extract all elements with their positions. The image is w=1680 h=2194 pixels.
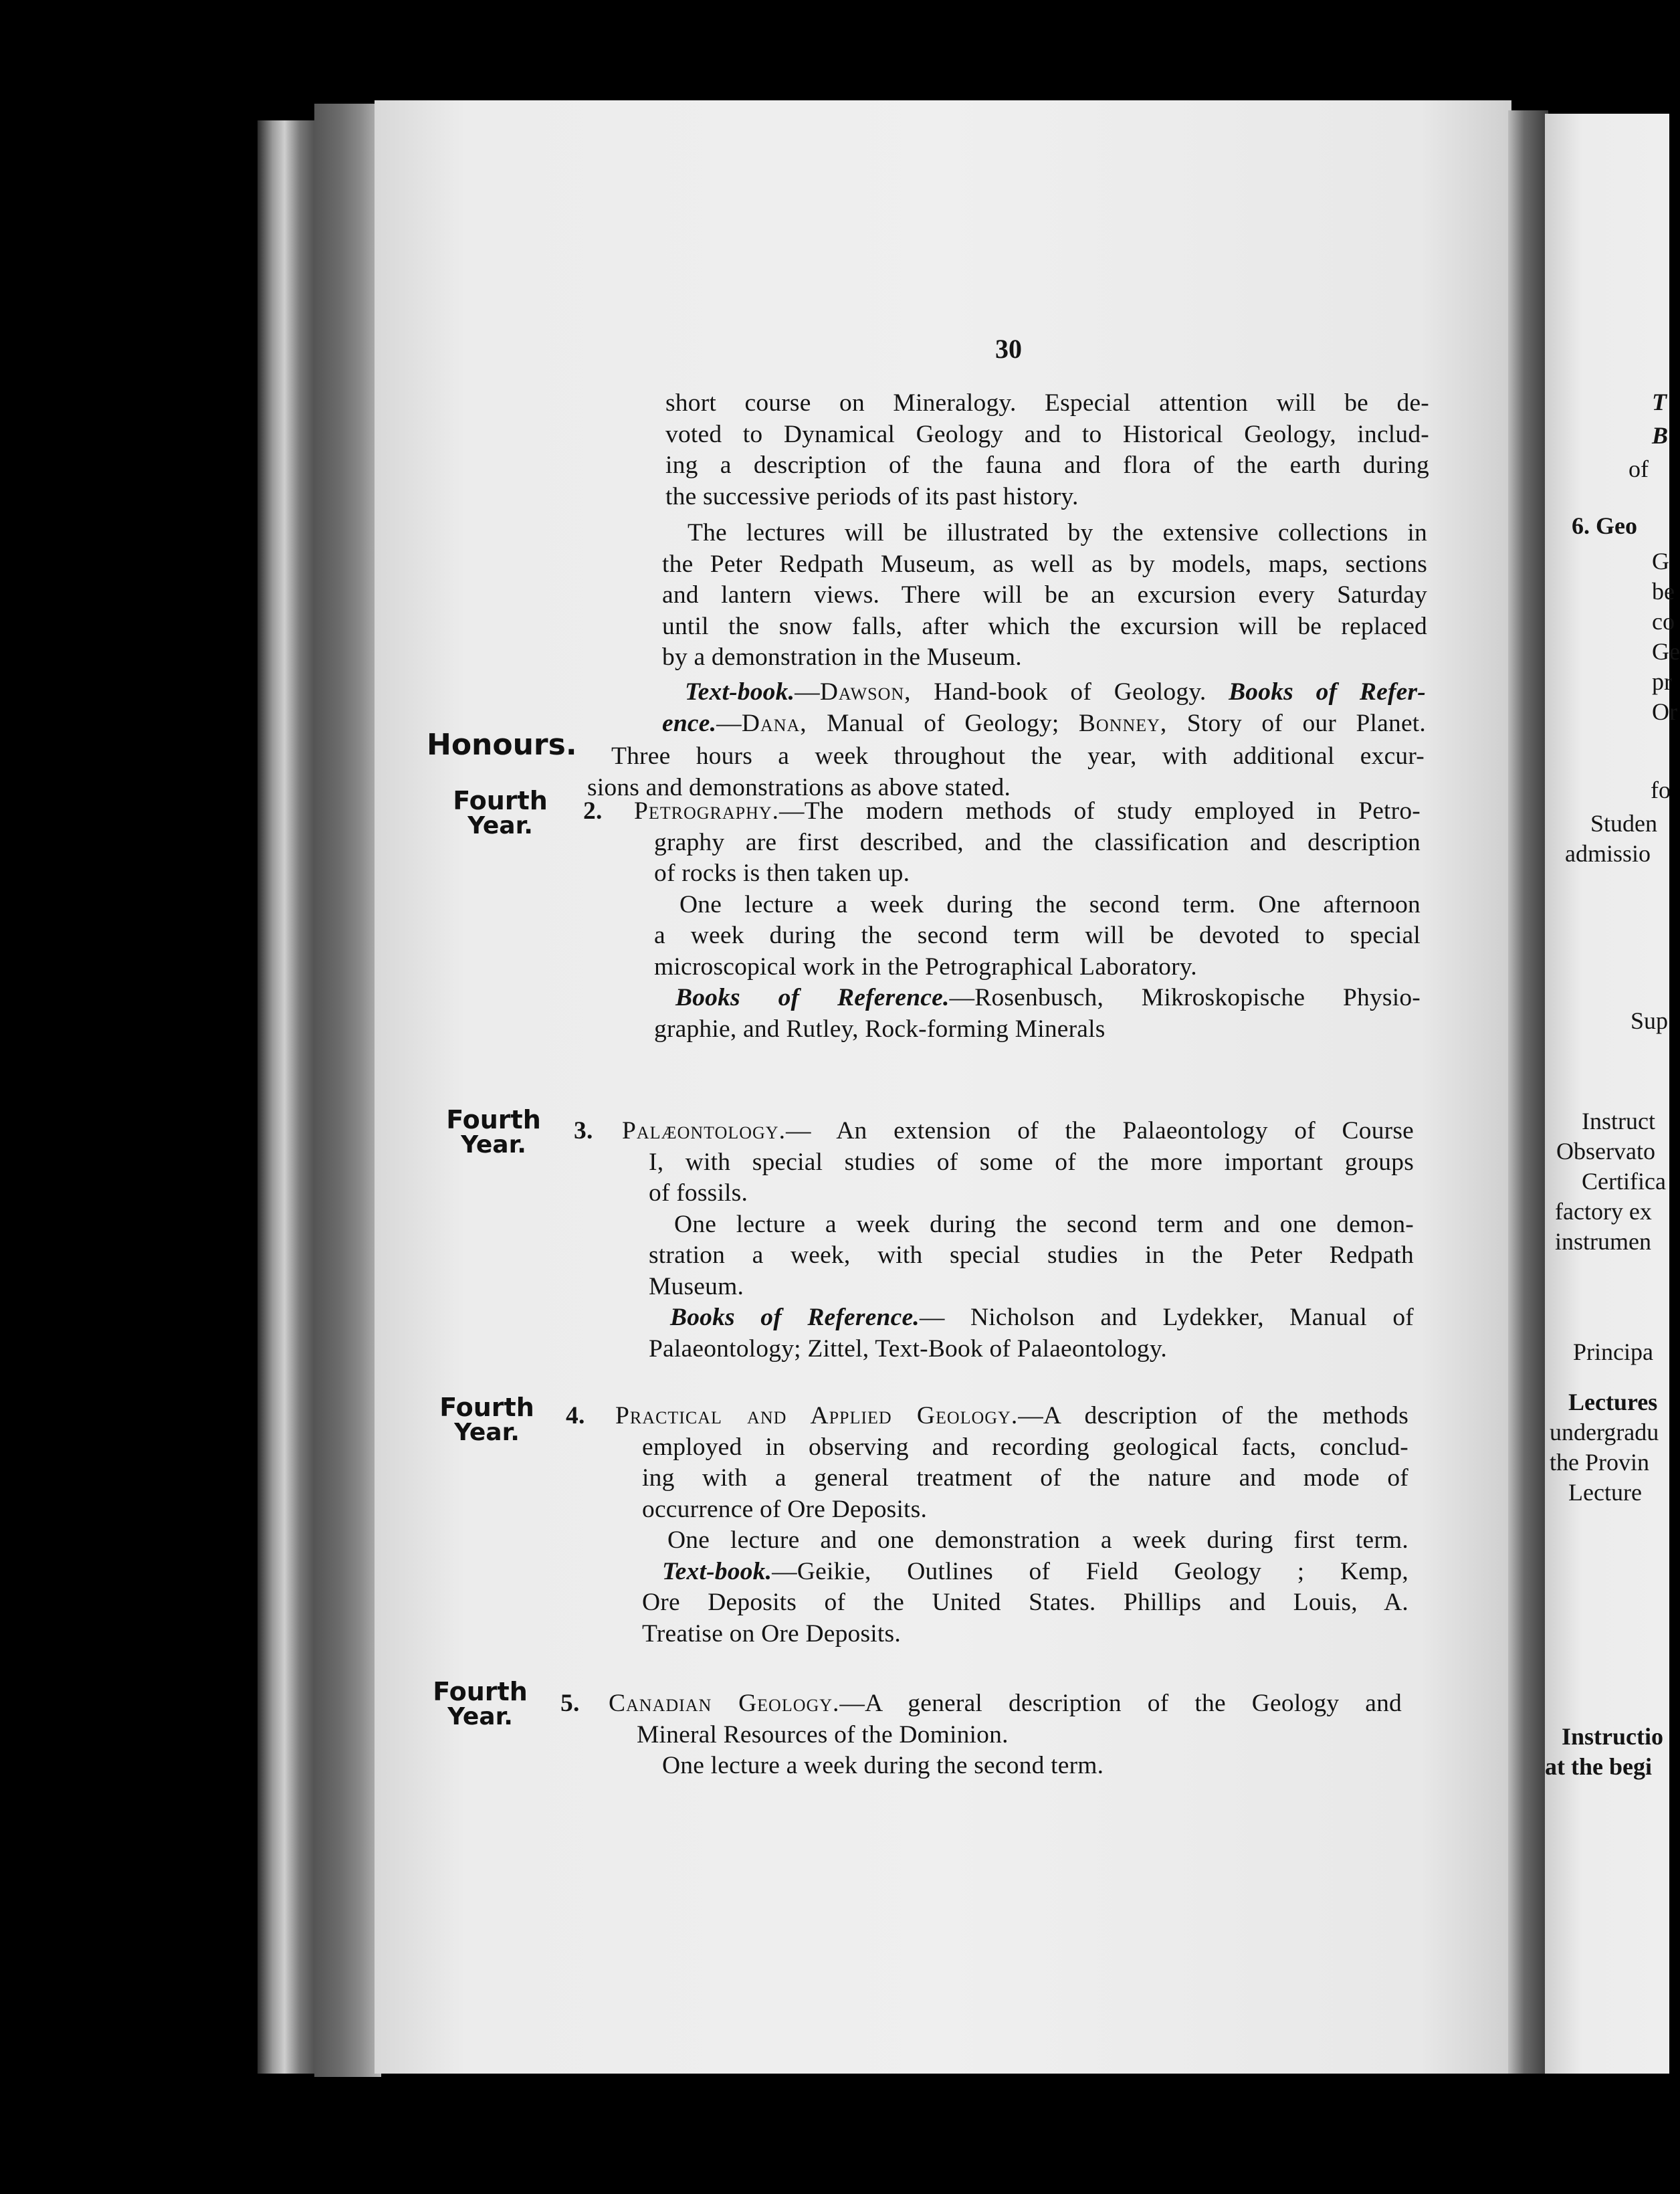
page-edge [314,104,381,2077]
right-page-line: fo [1651,777,1671,803]
text-line: One lecture and one demonstration a week during first term. [667,1526,1408,1554]
paragraph [665,388,1429,512]
text-line: One lecture a week during the second term. [662,1752,1104,1779]
course-section [560,1688,1402,1782]
right-page-line: Ge [1652,638,1680,665]
text-line: — Nicholson and Lydekker, Manual of [919,1304,1414,1331]
text-line: One lecture a week during the second term. One afternoon [679,890,1421,918]
section-title: Practical and Applied Geology. [615,1402,1019,1429]
right-page [1545,114,1680,2074]
text-line: and lantern views. There will be an excursion every Saturday [662,581,1427,609]
right-page-line: Certifica [1582,1168,1666,1195]
margin-label: Fourth [453,786,548,815]
right-page-line: factory ex [1555,1198,1652,1225]
text-line: Palaeontology; Zittel, Text-Book of Palaeontology. [649,1334,1167,1363]
margin-note-year [447,788,554,839]
text-line: —A general description of the Geology and [839,1690,1402,1717]
text-line: The lectures will be illustrated by the extensive collections in [688,519,1427,546]
gutter-shadow [1508,110,1548,2074]
course-section [574,1116,1414,1365]
right-page-line: Instruct [1582,1108,1655,1134]
hours-note [587,741,1425,803]
right-page-line: undergradu [1550,1419,1659,1445]
right-page-line: B [1652,422,1669,449]
margin-label: Fourth [446,1105,541,1134]
text-line: sions and demonstrations as above stated. [587,773,1011,801]
text-line: graphy are first described, and the classification and description [654,828,1421,856]
text-line: of fossils. [649,1179,748,1207]
right-page-line: Instructio [1562,1723,1663,1750]
right-page-line: instrumen [1555,1228,1651,1255]
text-line: Treatise on Ore Deposits. [642,1619,901,1648]
text-line: of rocks is then taken up. [654,860,910,887]
margin-label: Fourth [439,1393,534,1422]
margin-label: Fourth [433,1677,528,1706]
right-page-line: Lecture [1568,1479,1642,1506]
text-line: —The modern methods of study employed in Petro- [779,797,1421,825]
text-line: Museum. [649,1272,744,1300]
right-page-line: the Provin [1550,1449,1649,1476]
text-line: voted to Dynamical Geology and to Historical Geology, includ- [665,420,1429,448]
margin-label: Year. [447,1703,513,1730]
text-line: — An extension of the Palaeontology of Course [785,1117,1414,1144]
reference-label: Books of Refer- [1229,678,1426,706]
right-page-line: G [1652,548,1669,575]
text-line: the Peter Redpath Museum, as well as by models, maps, sections [662,550,1427,578]
honours-heading: Honours. [427,728,577,762]
right-page-line: 6. Geo [1572,512,1637,539]
text-line: until the snow falls, after which the excursion will be replaced [662,612,1427,640]
book-title: Hand-book of Geology. [911,678,1206,706]
author-name: Dawson, [819,678,912,706]
right-page-line: Sup [1631,1007,1669,1034]
textbook-label: Text-book. [685,678,795,706]
section-title: Petrography. [634,797,780,825]
course-section [583,796,1421,1045]
section-title: Palæontology. [622,1117,786,1144]
section-number: 4. [566,1402,585,1429]
paragraph [662,518,1427,674]
reference-label: Text-book. [662,1557,772,1585]
text-line: the successive periods of its past history. [665,482,1079,510]
page-number: 30 [995,334,1022,364]
right-page-line: Or [1652,698,1677,725]
text-line: Ore Deposits of the United States. Phillips and Louis, A. [642,1589,1408,1616]
text-line: ing with a general treatment of the nature and mode of [642,1464,1408,1492]
right-page-line: Principa [1573,1338,1653,1365]
book-spine [257,120,318,2074]
text-line: graphie, and Rutley, Rock-forming Minerals [654,1015,1106,1043]
reference-label: ence. [662,709,717,737]
text-line: I, with special studies of some of the more important groups [649,1148,1414,1176]
text-line: stration a week, with special studies in the Peter Redpath [649,1241,1414,1269]
margin-note-year [433,1395,540,1445]
book-title: Story of our Planet. [1167,709,1426,737]
right-page-line: be [1652,578,1675,605]
margin-note-year [427,1679,534,1730]
reference-label: Books of Reference. [670,1304,920,1331]
margin-label: Year. [454,1419,520,1446]
text-line: —A description of the methods [1018,1402,1408,1429]
right-page-line: of [1629,456,1649,482]
section-number: 5. [560,1690,580,1717]
text-line: occurrence of Ore Deposits. [642,1495,928,1523]
text-line: by a demonstration in the Museum. [662,643,1022,671]
section-title: Canadian Geology. [609,1690,840,1717]
text-line: ing a description of the fauna and flora of the earth during [665,452,1429,479]
course-section [566,1401,1408,1650]
margin-note-year [440,1107,547,1158]
text-line: employed in observing and recording geological facts, conclud- [642,1433,1408,1461]
text-line: microscopical work in the Petrographical Laboratory. [654,953,1197,981]
margin-label: Year. [467,812,533,839]
text-line: Three hours a week throughout the year, with additional excur- [611,742,1425,770]
text-line: Mineral Resources of the Dominion. [637,1720,1009,1749]
right-page-line: pr [1652,668,1672,695]
author-name: Bonney, [1078,709,1168,737]
section-number: 3. [574,1117,593,1144]
reference-label: Books of Reference. [675,984,950,1011]
right-page-line: T [1652,389,1667,415]
text-line: a week during the second term will be devoted to special [654,922,1421,949]
right-page-line: Lectures [1568,1389,1658,1415]
right-page-line: admissio [1565,840,1651,867]
margin-label: Year. [461,1131,526,1159]
right-page-line: at the begi [1545,1753,1652,1780]
book-title: Manual of Geology; [807,709,1079,737]
right-page-line: Studen [1590,810,1658,837]
text-line: short course on Mineralogy. Especial attention will be de- [665,389,1429,417]
text-line: —Rosenbusch, Mikroskopische Physio- [949,984,1421,1011]
right-page-line: co [1652,608,1675,635]
section-number: 2. [583,797,603,825]
text-line: One lecture a week during the second term and one demon- [674,1210,1414,1238]
textbook-reference: Text-book.—Dawson, Hand-book of Geology. Books of Refer- ence.—Dana, Manual of Geology; Bonney, Story of our Planet. [662,678,1426,737]
right-page-line: Observato [1556,1138,1655,1165]
author-name: Dana, [741,709,807,737]
text-line: —Geikie, Outlines of Field Geology ; Kemp, [772,1557,1408,1585]
